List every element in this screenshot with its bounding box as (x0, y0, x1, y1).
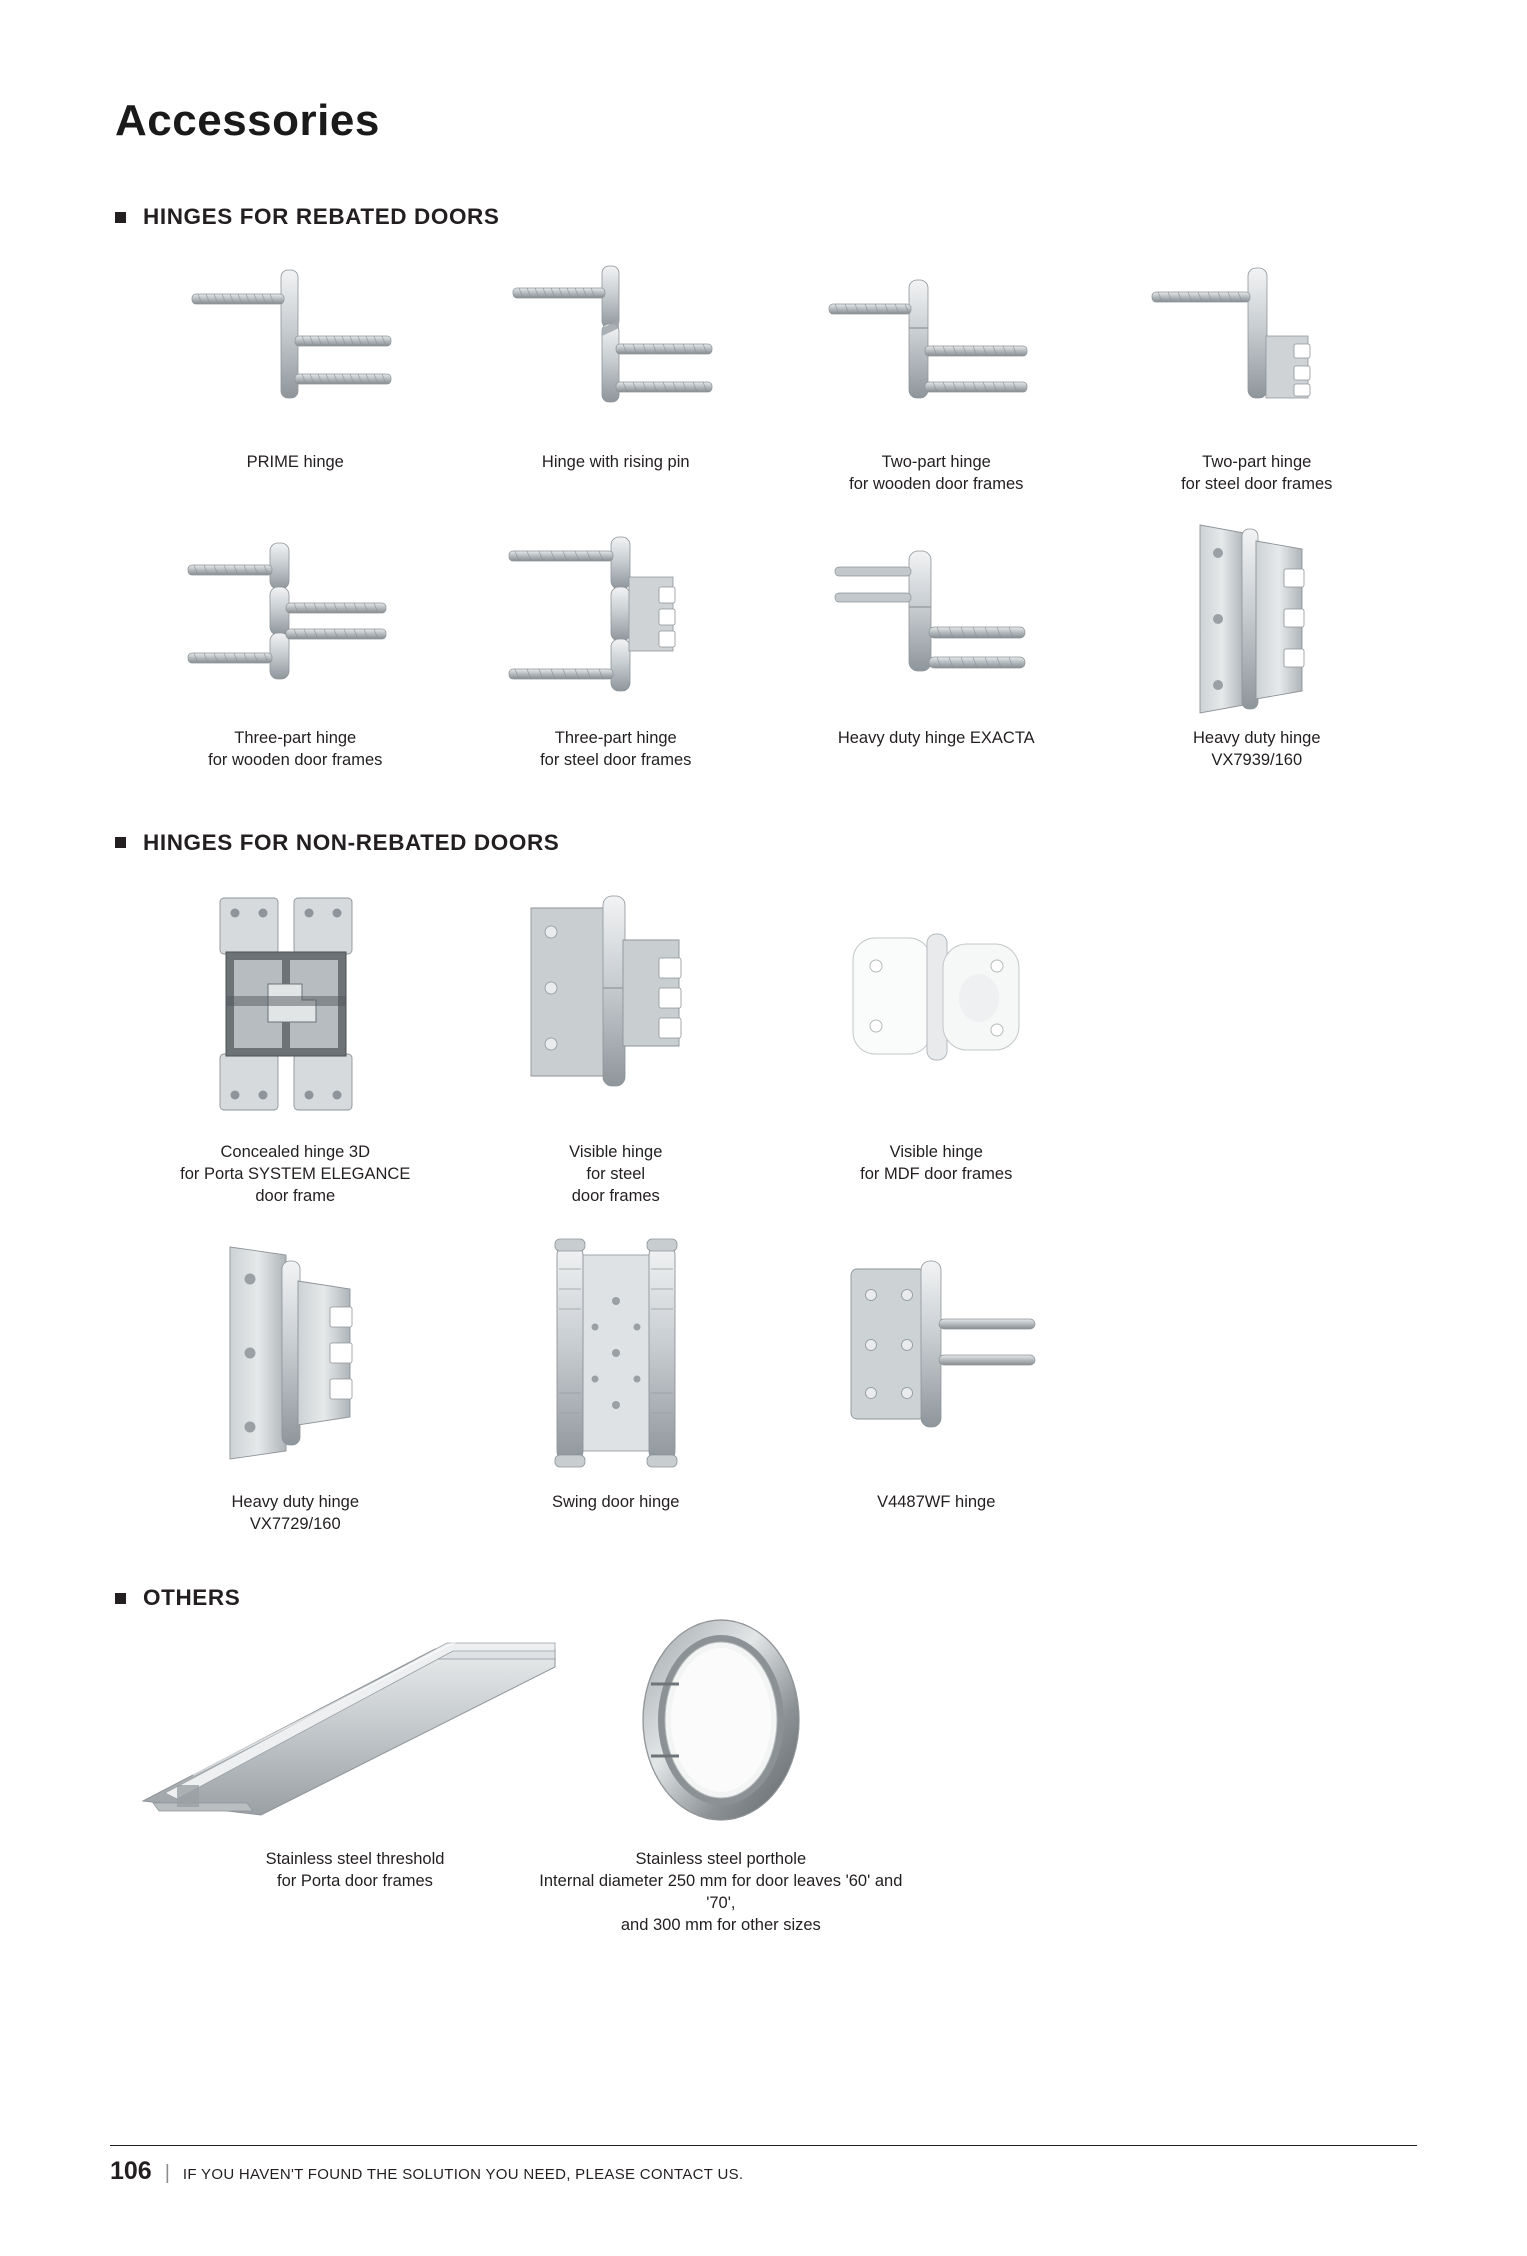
product-cell-empty (1097, 1228, 1418, 1536)
stainless-steel-threshold-icon (135, 1615, 575, 1825)
caption-line: VX7729/160 (249, 1514, 341, 1533)
caption-line: Internal diameter 250 mm for door leaves '60' and '70', (539, 1872, 903, 1913)
page-title: Accessories (115, 96, 380, 145)
product-figure (776, 878, 1097, 1128)
product-cell (776, 248, 1097, 496)
product-cell (535, 1605, 907, 1937)
caption-line: Concealed hinge 3D (220, 1142, 371, 1161)
product-figure (456, 1228, 777, 1478)
caption-line: for wooden door frames (849, 474, 1024, 493)
product-caption (1193, 728, 1321, 772)
hinge-swing-door-icon (511, 1233, 721, 1473)
caption-line: Stainless steel threshold (265, 1850, 445, 1869)
product-cell-empty (1097, 878, 1418, 1208)
hinge-prime-icon (180, 258, 410, 428)
caption-line: Heavy duty hinge EXACTA (837, 728, 1035, 747)
caption-line: Visible hinge (569, 1142, 663, 1161)
product-caption (540, 728, 691, 772)
others-grid (110, 1605, 1417, 1937)
caption-line: Visible hinge (889, 1142, 983, 1161)
hinge-two-part-wooden-icon (821, 258, 1051, 428)
footer-separator: | (164, 2162, 170, 2184)
product-caption (860, 1142, 1012, 1186)
product-cell (135, 248, 456, 496)
hinge-rising-pin-icon (501, 258, 731, 428)
caption-line: for steel (586, 1164, 646, 1183)
caption-line: Hinge with rising pin (541, 453, 690, 471)
section-title: HINGES FOR REBATED DOORS (143, 204, 500, 229)
product-cell (776, 1228, 1097, 1536)
product-figure (135, 248, 456, 438)
product-figure (1097, 248, 1418, 438)
product-caption (838, 728, 1035, 750)
product-figure (456, 878, 777, 1128)
section-header-hinges-non-rebated (115, 830, 1417, 856)
product-cell (456, 878, 777, 1208)
hinge-concealed-3d-icon (190, 888, 400, 1118)
caption-line: Two-part hinge (1202, 453, 1312, 471)
caption-line: Swing door hinge (551, 1492, 680, 1511)
product-caption (542, 452, 690, 474)
square-bullet-icon (115, 837, 126, 848)
hinge-visible-steel-icon (511, 888, 721, 1118)
product-figure (135, 1228, 456, 1478)
hinges-non-rebated-grid-row2 (110, 1228, 1417, 1536)
caption-line: door frame (255, 1186, 336, 1205)
product-figure (135, 1605, 575, 1835)
caption-line: door frames (571, 1186, 660, 1205)
square-bullet-icon (115, 212, 126, 223)
hinge-three-part-wooden-icon (180, 529, 410, 709)
caption-line: V4487WF hinge (877, 1492, 996, 1511)
product-figure (456, 248, 777, 438)
hinge-two-part-steel-icon (1142, 258, 1372, 428)
hinge-visible-mdf-icon (831, 888, 1041, 1118)
section-header-hinges-rebated (115, 204, 1417, 230)
hinges-non-rebated-grid-row1 (110, 878, 1417, 1208)
product-figure (776, 248, 1097, 438)
product-figure (135, 524, 456, 714)
caption-line: for MDF door frames (860, 1164, 1013, 1183)
product-caption (569, 1142, 662, 1208)
caption-line: for Porta SYSTEM ELEGANCE (180, 1164, 411, 1183)
product-cell-empty (1162, 1605, 1417, 1937)
product-caption (552, 1492, 680, 1514)
caption-line: Heavy duty hinge (231, 1492, 359, 1511)
product-cell (456, 248, 777, 496)
caption-line: VX7939/160 (1211, 750, 1303, 769)
caption-line: Stainless steel porthole (635, 1850, 807, 1869)
hinges-rebated-grid-row1 (110, 248, 1417, 496)
hinge-heavy-duty-vx7939-icon (1142, 519, 1372, 719)
caption-line: PRIME hinge (246, 453, 344, 471)
page-footer (110, 2145, 1417, 2186)
product-cell (456, 524, 777, 772)
product-figure (135, 878, 456, 1128)
caption-line: Three-part hinge (234, 728, 357, 747)
product-cell-empty (907, 1605, 1162, 1937)
product-caption (849, 452, 1023, 496)
caption-line: Two-part hinge (881, 453, 991, 471)
product-figure (456, 524, 777, 714)
product-figure (535, 1605, 907, 1835)
square-bullet-icon (115, 1593, 126, 1604)
product-caption (877, 1492, 995, 1514)
section-title: HINGES FOR NON-REBATED DOORS (143, 829, 560, 855)
hinge-heavy-duty-vx7729-icon (190, 1233, 400, 1473)
caption-line: for steel door frames (540, 750, 692, 769)
caption-line: for Porta door frames (277, 1872, 433, 1891)
product-cell (1097, 248, 1418, 496)
hinges-rebated-grid-row2 (110, 524, 1417, 772)
product-cell (776, 878, 1097, 1208)
product-figure (776, 1228, 1097, 1478)
footer-page-number: 106 (110, 2157, 152, 2185)
product-cell (135, 524, 456, 772)
product-figure (1097, 524, 1418, 714)
section-title: OTHERS (143, 1585, 241, 1611)
caption-line: Heavy duty hinge (1193, 728, 1321, 747)
caption-line: for wooden door frames (208, 750, 383, 769)
hinge-heavy-duty-exacta-icon (821, 529, 1051, 709)
caption-line: for steel door frames (1181, 474, 1333, 493)
document-page (0, 96, 1527, 2256)
product-caption (266, 1849, 445, 1893)
product-caption (247, 452, 344, 474)
product-cell (135, 1605, 575, 1937)
product-cell (1097, 524, 1418, 772)
product-caption (232, 1492, 360, 1536)
product-cell (135, 1228, 456, 1536)
caption-line: Three-part hinge (554, 728, 677, 747)
hinge-three-part-steel-icon (501, 529, 731, 709)
product-cell (456, 1228, 777, 1536)
product-caption (180, 1142, 410, 1208)
product-caption (1181, 452, 1332, 496)
stainless-steel-porthole-icon (621, 1610, 821, 1830)
product-figure (776, 524, 1097, 714)
caption-line: and 300 mm for other sizes (620, 1916, 821, 1935)
product-caption (535, 1849, 907, 1937)
footer-note: IF YOU HAVEN'T FOUND THE SOLUTION YOU NEED, PLEASE CONTACT US. (182, 2166, 744, 2183)
hinge-v4487wf-icon (821, 1233, 1051, 1473)
product-caption (208, 728, 382, 772)
product-cell (135, 878, 456, 1208)
product-cell (776, 524, 1097, 772)
